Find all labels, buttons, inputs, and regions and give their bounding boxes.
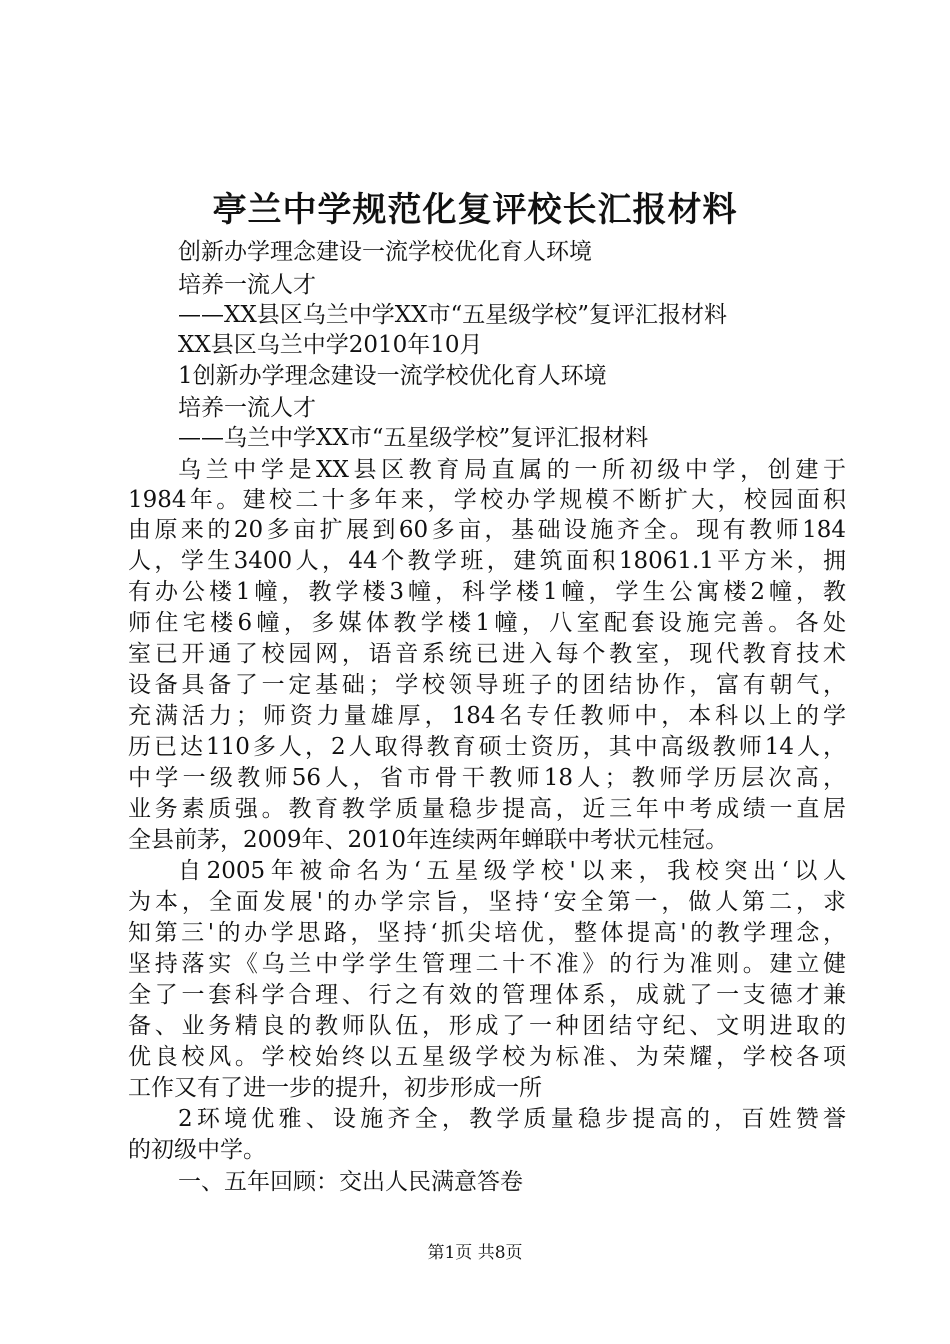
paragraph-line: 备、业务精良的教师队伍，形成了一种团结守纪、文明进取的 (128, 1013, 846, 1039)
paragraph-line: 业务素质强。教育教学质量稳步提高，近三年中考成绩一直居 (128, 796, 846, 822)
paragraph-line: 的初级中学。 (128, 1137, 266, 1163)
paragraph-line: 2环境优雅、设施齐全，教学质量稳步提高的，百姓赞誉 (178, 1106, 846, 1132)
paragraph-line: 由原来的20多亩扩展到60多亩，基础设施齐全。现有教师184 (128, 517, 846, 543)
paragraph-line: 知第三'的办学思路，坚持‘抓尖培优，整体提高'的教学理念， (128, 920, 846, 946)
page-footer: 第1页 共8页 (427, 1243, 523, 1263)
intro-line: 培养一流人才 (178, 272, 316, 298)
document-title: 亭兰中学规范化复评校长汇报材料 (212, 190, 738, 230)
section-heading: 一、五年回顾：交出人民满意答卷 (178, 1169, 523, 1195)
paragraph-line: 有办公楼1幢，教学楼3幢，科学楼1幢，学生公寓楼2幢，教 (128, 579, 846, 605)
paragraph-line: 全了一套科学合理、行之有效的管理体系，成就了一支德才兼 (128, 982, 846, 1008)
paragraph-line: 1984年。建校二十多年来，学校办学规模不断扩大，校园面积 (128, 487, 846, 513)
intro-line: ——乌兰中学XX市“五星级学校”复评汇报材料 (178, 425, 649, 451)
intro-line: 1创新办学理念建设一流学校优化育人环境 (178, 363, 607, 389)
paragraph-line: 优良校风。学校始终以五星级学校为标准、为荣耀，学校各项 (128, 1044, 846, 1070)
paragraph-line: 师住宅楼6幢，多媒体教学楼1幢，八室配套设施完善。各处 (128, 610, 846, 636)
paragraph-line: 自2005年被命名为‘五星级学校'以来，我校突出‘以人 (178, 858, 846, 884)
paragraph-line: 充满活力；师资力量雄厚，184名专任教师中，本科以上的学 (128, 703, 846, 729)
intro-line: 创新办学理念建设一流学校优化育人环境 (178, 239, 592, 265)
paragraph-line: 中学一级教师56人，省市骨干教师18人；教师学历层次高， (128, 765, 846, 791)
paragraph-line: 坚持落实《乌兰中学学生管理二十不准》的行为准则。建立健 (128, 951, 846, 977)
paragraph-line: 历已达110多人，2人取得教育硕士资历，其中高级教师14人， (128, 734, 846, 760)
intro-line: XX县区乌兰中学2010年10月 (178, 332, 483, 358)
paragraph-line: 设备具备了一定基础；学校领导班子的团结协作，富有朝气， (128, 672, 846, 698)
intro-line: ——XX县区乌兰中学XX市“五星级学校”复评汇报材料 (178, 302, 728, 328)
paragraph-line: 为本，全面发展'的办学宗旨，坚持‘安全第一，做人第二，求 (128, 889, 846, 915)
paragraph-line: 全县前茅，2009年、2010年连续两年蝉联中考状元桂冠。 (128, 827, 729, 853)
paragraph-line: 人，学生3400人，44个教学班，建筑面积18061.1平方米，拥 (128, 548, 846, 574)
intro-line: 培养一流人才 (178, 395, 316, 421)
paragraph-line: 工作又有了进一步的提升，初步形成一所 (128, 1075, 542, 1101)
paragraph-line: 乌兰中学是XX县区教育局直属的一所初级中学，创建于 (178, 457, 846, 483)
paragraph-line: 室已开通了校园网，语音系统已进入每个教室，现代教育技术 (128, 641, 846, 667)
